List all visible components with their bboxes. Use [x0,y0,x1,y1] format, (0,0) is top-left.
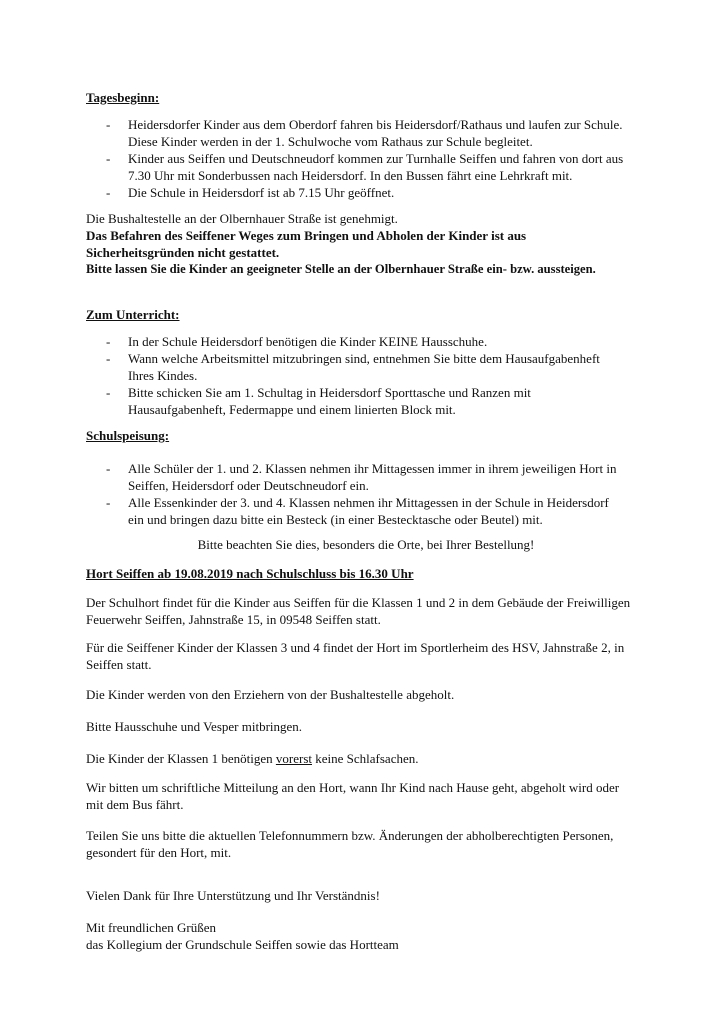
list-item-text: In der Schule Heidersdorf benötigen die Kinder KEINE Hausschuhe. [128,334,488,349]
drop-off-request: Bitte lassen Sie die Kinder an geeigneter Stelle an der Olbernhauer Straße ein- bzw. aussteigen. [86,262,596,276]
list-item [106,350,626,384]
thanks-line: Vielen Dank für Ihre Unterstützung und Ihr Verständnis! [86,888,380,903]
order-reminder: Bitte beachten Sie dies, besonders die Orte, bei Ihrer Bestellung! [197,537,535,552]
pickup-note: Die Kinder werden von den Erziehern von der Bushaltestelle abgeholt. [86,687,455,702]
bullet-dash: - [106,461,111,476]
heading-tagesbeginn: Tagesbeginn: [86,90,160,105]
bullet-dash: - [106,351,111,366]
hort-location-1-2: Der Schulhort findet für die Kinder aus Seiffen für die Klassen 1 und 2 in dem Gebäude der Freiwilligen Feuerwehr Seiffen, Jahnstraße 15, in 09548 Seiffen statt. [86,595,631,627]
sleep-note-underlined: vorerst [275,751,312,766]
bullet-dash: - [106,334,111,349]
list-item-text: Kinder aus Seiffen und Deutschneudorf kommen zur Turnhalle Seiffen und fahren von dort aus 7.30 Uhr mit Sonderbussen nach Heidersdorf. In den Bussen fährt eine Lehrkraft mit. [128,151,624,183]
greeting-line: Mit freundlichen Grüßen [86,920,216,935]
sleep-items-note [86,750,631,767]
list-item [106,384,626,418]
phone-update-request: Teilen Sie uns bitte die aktuellen Telefonnummern bzw. Änderungen der abholberechtigten Personen, gesondert für den Hort, mit. [86,828,614,860]
bullet-dash: - [106,185,111,200]
bullet-dash: - [106,117,111,132]
hort-location-3-4: Für die Seiffener Kinder der Klassen 3 und 4 findet der Hort im Sportlerheim des HSV, Jahnstraße 2, in Seiffen statt. [86,640,625,672]
list-item [106,184,626,201]
written-notice-request: Wir bitten um schriftliche Mitteilung an den Hort, wann Ihr Kind nach Hause geht, abgeholt wird oder mit dem Bus fährt. [86,780,620,812]
safety-notice: Das Befahren des Seiffener Weges zum Bringen und Abholen der Kinder ist aus Sicherheitsgründen nicht gestattet. [86,228,527,260]
list-item-text: Alle Schüler der 1. und 2. Klassen nehmen ihr Mittagessen immer in ihrem jeweiligen Hort in Seiffen, Heidersdorf oder Deutschneudorf ein. [128,461,617,493]
signature-line: das Kollegium der Grundschule Seiffen sowie das Hortteam [86,937,399,952]
heading-hort: Hort Seiffen ab 19.08.2019 nach Schulschluss bis 16.30 Uhr [86,566,414,581]
list-item [106,494,626,528]
list-item [106,333,626,350]
list-item-text: Wann welche Arbeitsmittel mitzubringen sind, entnehmen Sie bitte dem Hausaufgabenheft Ihres Kindes. [128,351,600,383]
heading-schulspeisung: Schulspeisung: [86,428,170,443]
list-item-text: Die Schule in Heidersdorf ist ab 7.15 Uhr geöffnet. [128,185,395,200]
sleep-note-end: keine Schlafsachen. [312,751,419,766]
list-item-text: Alle Essenkinder der 3. und 4. Klassen nehmen ihr Mittagessen in der Schule in Heidersdorf ein und bringen dazu bitte ein Besteck (in einer Bestecktasche oder Beutel) mit. [128,495,609,527]
list-item [106,150,626,184]
sleep-note-start: Die Kinder der Klassen 1 benötigen [86,751,276,766]
list-item [106,116,626,150]
list-item-text: Heidersdorfer Kinder aus dem Oberdorf fahren bis Heidersdorf/Rathaus und laufen zur Schule. Diese Kinder werden in der 1. Schulwoche vom Rathaus zur Schule begleitet. [128,117,623,149]
bus-stop-note: Die Bushaltestelle an der Olbernhauer Straße ist genehmigt. [86,211,398,226]
bullet-dash: - [106,495,111,510]
list-item-text: Bitte schicken Sie am 1. Schultag in Heidersdorf Sporttasche und Ranzen mit Hausaufgabenheft, Federmappe und einem linierten Block mit. [128,385,531,417]
bullet-dash: - [106,385,111,400]
bring-items-note: Bitte Hausschuhe und Vesper mitbringen. [86,719,303,734]
heading-unterricht: Zum Unterricht: [86,307,180,322]
list-item [106,460,626,494]
bullet-dash: - [106,151,111,166]
